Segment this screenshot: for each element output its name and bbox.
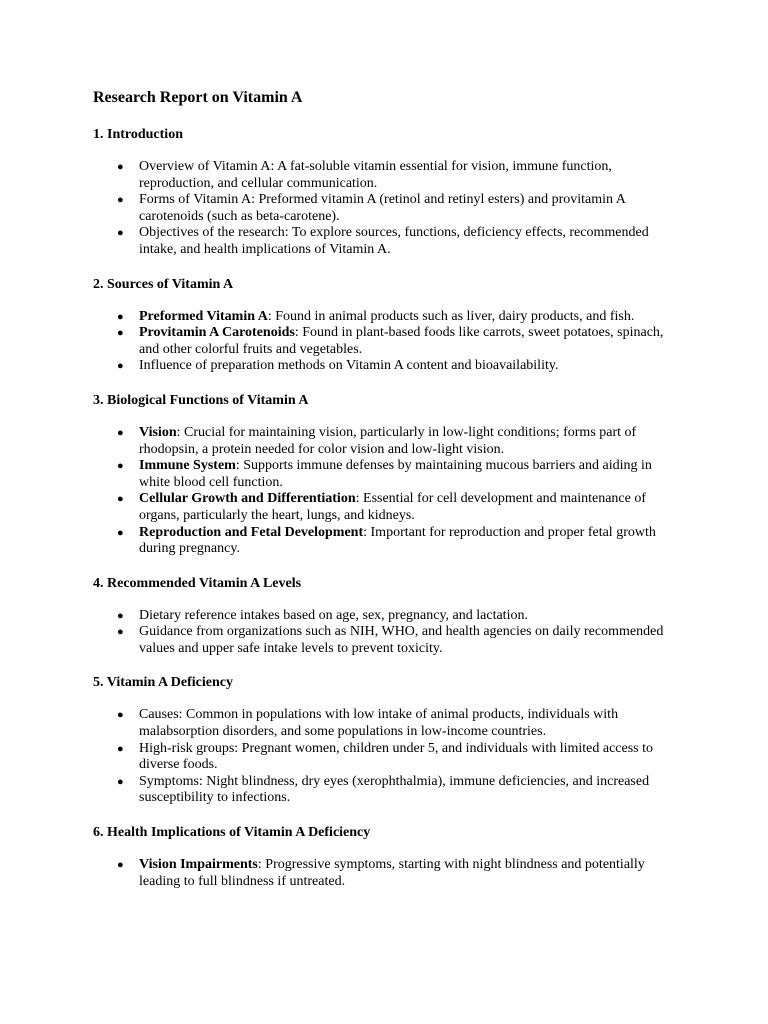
list-item [93, 608, 678, 625]
section-heading: 2. Sources of Vitamin A [93, 276, 234, 292]
item-text: Objectives of the research: To explore sources, functions, deficiency effects, recommended intake, and health implications of Vitamin A. [139, 225, 649, 257]
section [93, 126, 678, 259]
bullet-icon: ● [117, 526, 124, 539]
list-item [93, 741, 678, 774]
bullet-icon: ● [117, 227, 124, 240]
section-heading: 5. Vitamin A Deficiency [93, 675, 233, 691]
list-item [93, 707, 678, 740]
document-page [93, 88, 678, 907]
bullet-icon: ● [117, 859, 124, 872]
item-term: Reproduction and Fetal Development [139, 524, 364, 540]
item-text: Overview of Vitamin A: A fat-soluble vitamin essential for vision, immune function, reproduction, and cellular communication. [139, 159, 612, 191]
item-term: Immune System [139, 458, 236, 474]
item-text: Causes: Common in populations with low intake of animal products, individuals with malabsorption disorders, and some populations in low-income countries. [139, 707, 619, 740]
item-text: High-risk groups: Pregnant women, children under 5, and individuals with limited access to diverse foods. [139, 740, 654, 773]
list-item [93, 458, 678, 491]
item-term: Preformed Vitamin A [139, 308, 268, 324]
bullet-icon: ● [117, 775, 124, 788]
bullet-icon: ● [117, 493, 124, 506]
bullet-icon: ● [117, 709, 124, 722]
item-term: Vision [139, 424, 177, 440]
item-text: : Important for reproduction and proper fetal growth during pregnancy. [139, 524, 656, 557]
list-item [93, 425, 678, 458]
bullet-icon: ● [117, 161, 124, 173]
item-term: Provitamin A Carotenoids [139, 325, 295, 341]
bullet-icon: ● [117, 194, 124, 207]
section-heading: 1. Introduction [93, 127, 183, 142]
list-item [93, 192, 678, 225]
item-term: Cellular Growth and Differentiation [139, 491, 356, 507]
bullet-icon: ● [117, 609, 124, 622]
bullet-list [93, 425, 678, 558]
item-text: : Essential for cell development and maintenance of organs, particularly the heart, lungs, and kidneys. [139, 491, 647, 523]
item-text: : Supports immune defenses by maintaining mucous barriers and aiding in white blood cell function. [139, 458, 652, 490]
section [93, 392, 678, 558]
document-title: Research Report on Vitamin A [93, 89, 303, 106]
item-text: : Found in animal products such as liver, dairy products, and fish. [267, 308, 635, 324]
bullet-list [93, 608, 678, 658]
item-text: : Progressive symptoms, starting with night blindness and potentially leading to full blindness if untreated. [139, 857, 645, 889]
item-text: : Crucial for maintaining vision, particularly in low-light conditions; forms part of rhodopsin, a protein needed for color vision and low-light vision. [139, 424, 637, 457]
list-item [93, 325, 678, 358]
list-item [93, 774, 678, 807]
item-term: Vision Impairments [139, 857, 258, 873]
section [93, 276, 678, 375]
list-item [93, 857, 678, 890]
list-item [93, 225, 678, 258]
item-text: Influence of preparation methods on Vitamin A content and bioavailability. [139, 358, 559, 374]
list-item [93, 491, 678, 524]
list-item [93, 525, 678, 558]
bullet-list [93, 309, 678, 375]
bullet-icon: ● [117, 426, 124, 439]
bullet-list [93, 159, 678, 259]
item-text: Guidance from organizations such as NIH, WHO, and health agencies on daily recommended values and upper safe intake levels to prevent toxicity. [139, 624, 664, 656]
list-item [93, 309, 678, 326]
list-item [93, 624, 678, 657]
item-text: : Found in plant-based foods like carrots, sweet potatoes, spinach, and other colorful fruits and vegetables. [139, 325, 664, 357]
item-text: Symptoms: Night blindness, dry eyes (xerophthalmia), immune deficiencies, and increased susceptibility to infections. [139, 773, 650, 806]
bullet-icon: ● [117, 626, 124, 639]
section-heading: 3. Biological Functions of Vitamin A [93, 392, 309, 408]
item-text: Forms of Vitamin A: Preformed vitamin A (retinol and retinyl esters) and provitamin A carotenoids (such as beta-carotene). [139, 192, 626, 224]
section-heading: 6. Health Implications of Vitamin A Deficiency [93, 825, 371, 841]
list-item [93, 159, 678, 192]
bullet-icon: ● [117, 742, 124, 755]
bullet-icon: ● [117, 310, 124, 323]
section-heading: 4. Recommended Vitamin A Levels [93, 575, 302, 591]
bullet-list [93, 857, 678, 890]
list-item [93, 358, 678, 375]
sections-container [93, 126, 678, 890]
bullet-icon: ● [117, 360, 124, 373]
bullet-list [93, 707, 678, 807]
bullet-icon: ● [117, 460, 124, 473]
bullet-icon: ● [117, 327, 124, 340]
section [93, 824, 678, 890]
section [93, 674, 678, 807]
item-text: Dietary reference intakes based on age, sex, pregnancy, and lactation. [139, 607, 528, 623]
section [93, 575, 678, 658]
